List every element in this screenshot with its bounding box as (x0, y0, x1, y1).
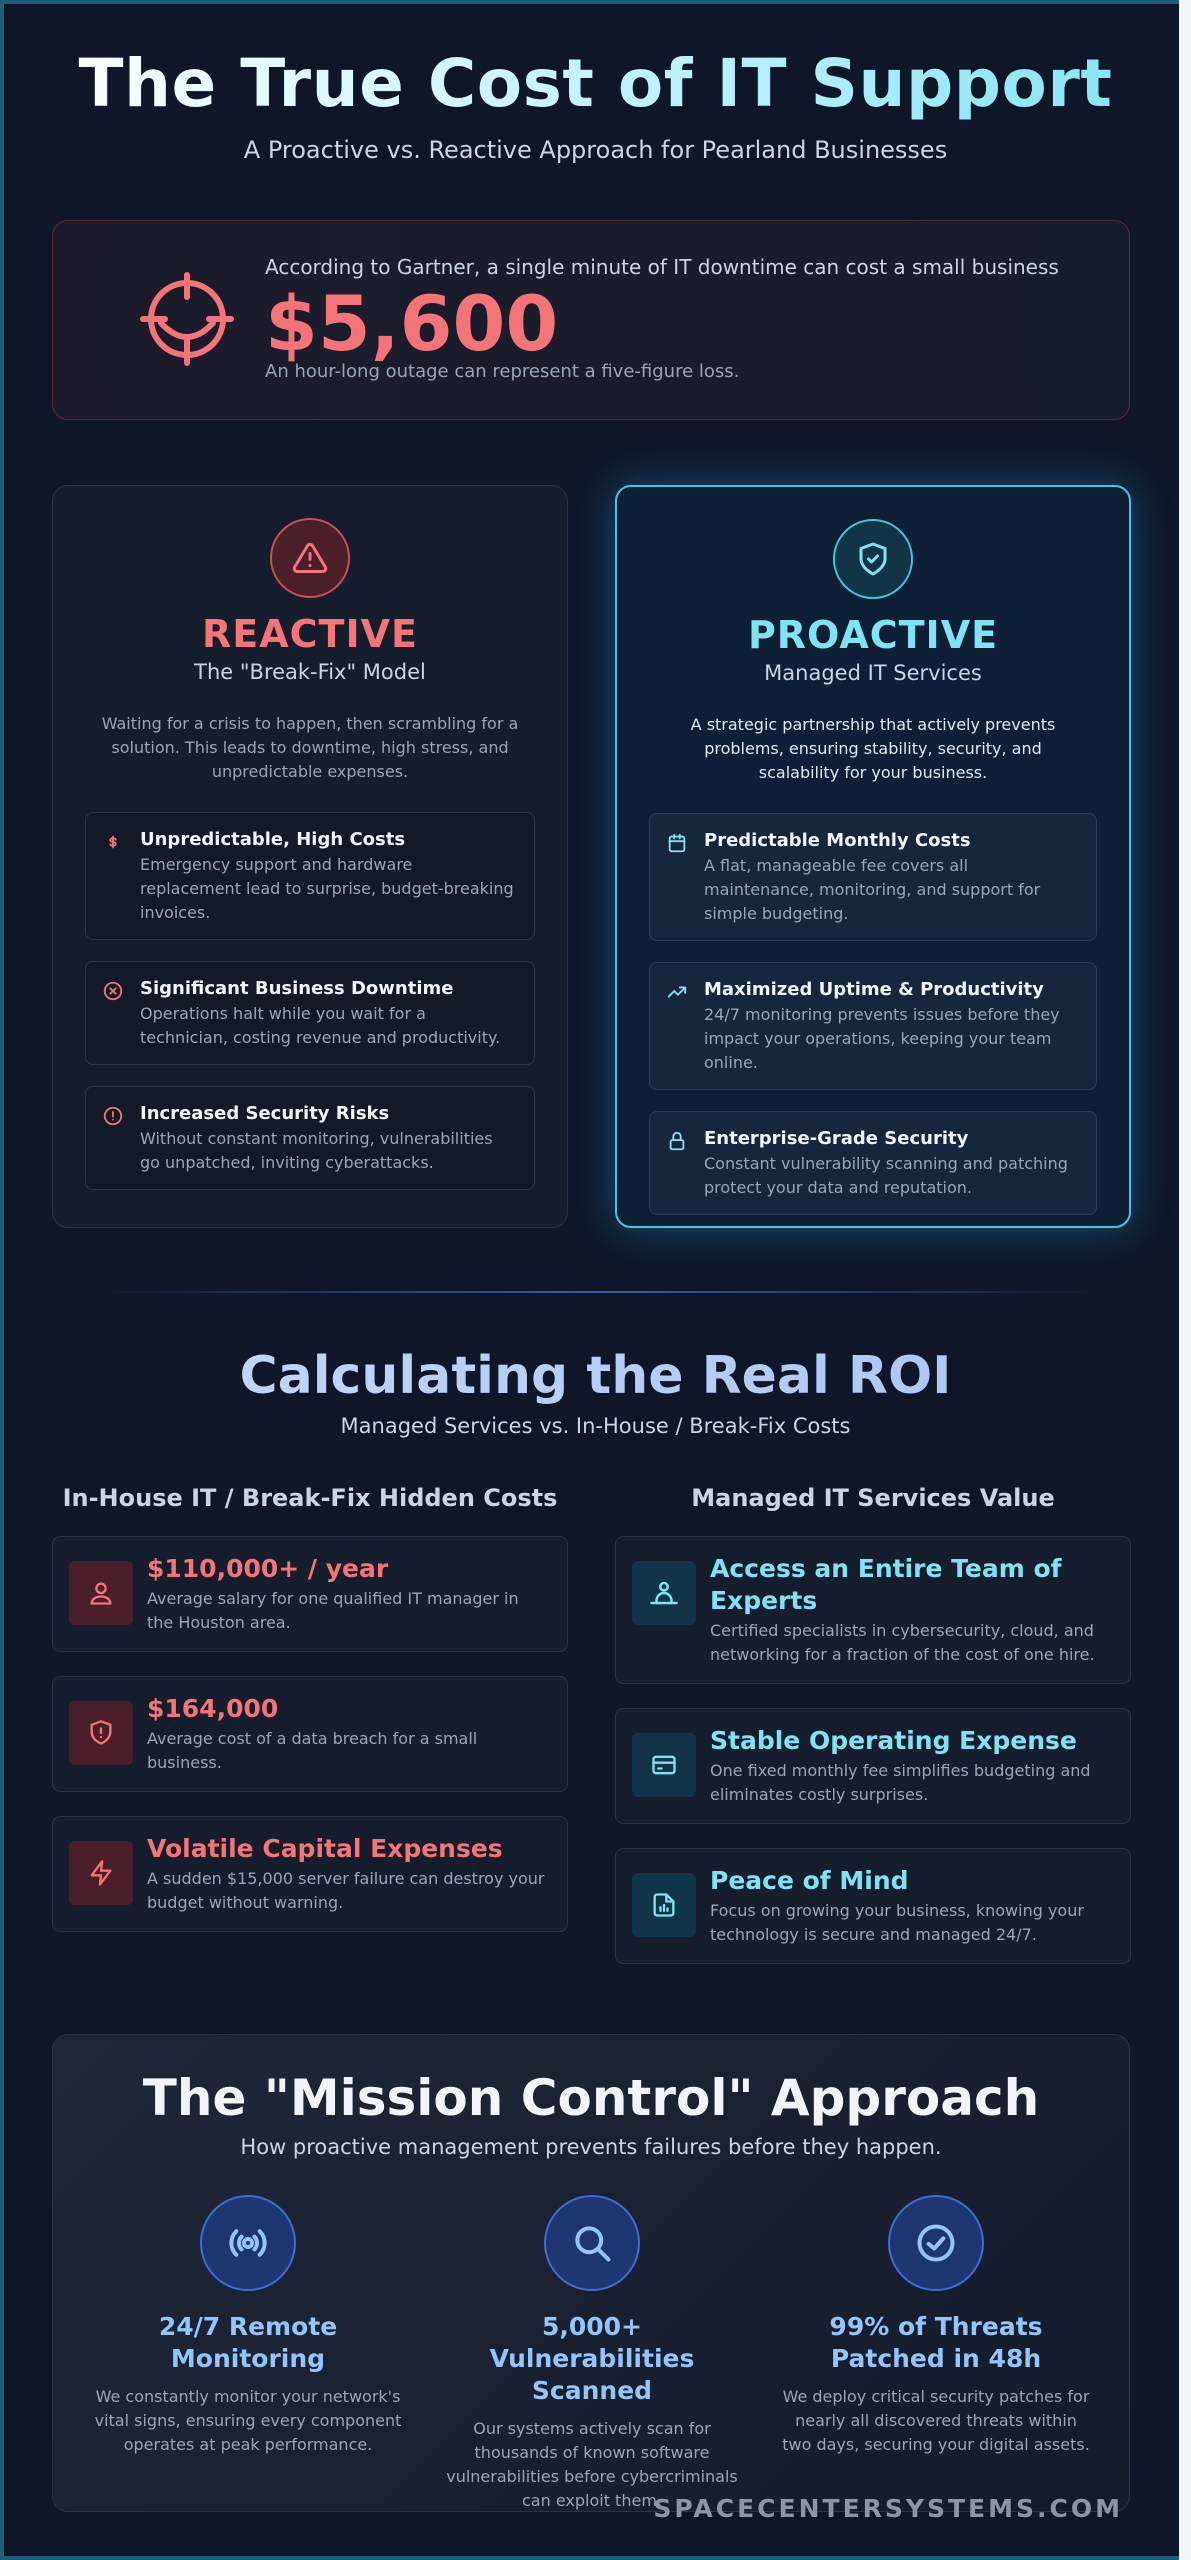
alert-shield-icon (69, 1701, 133, 1765)
pillar-desc: Our systems actively scan for thousands of known software vulnerabilities before cybercriminals can exploit them. (446, 2419, 738, 2510)
proactive-title: PROACTIVE (747, 613, 999, 657)
reactive-feature (85, 961, 535, 1065)
pillar-scanning (437, 2195, 747, 2513)
page-title: The True Cost of IT Support (4, 44, 1187, 124)
roi-subtitle: Managed Services vs. In-House / Break-Fix Costs (340, 1414, 851, 1438)
feature-title: Predictable Monthly Costs (704, 830, 971, 851)
cost-title: $164,000 (147, 1694, 279, 1723)
reactive-model: The "Break-Fix" Model (194, 660, 426, 684)
value-item (615, 1848, 1131, 1964)
proactive-feature (649, 962, 1097, 1090)
footer-brand[interactable]: SPACECENTERSYSTEMS.COM (653, 2494, 1123, 2523)
feature-desc: A flat, manageable fee covers all maintenance, monitoring, and support for simple budgeting. (704, 856, 1041, 923)
value-item (615, 1536, 1131, 1684)
cost-title: Volatile Capital Expenses (147, 1834, 503, 1863)
proactive-model: Managed IT Services (764, 661, 982, 685)
value-desc: Certified specialists in cybersecurity, cloud, and networking for a fraction of the cost of one hire. (710, 1621, 1095, 1664)
roi-header (4, 1344, 1187, 1438)
value-title: Peace of Mind (710, 1866, 909, 1895)
pillar-monitoring (93, 2195, 403, 2457)
stat-amount: $5,600 (265, 279, 559, 368)
value-desc: One fixed monthly fee simplifies budgeting and eliminates costly surprises. (710, 1761, 1091, 1804)
warning-icon (270, 518, 350, 598)
value-item (615, 1708, 1131, 1824)
feature-desc: Operations halt while you wait for a technician, costing revenue and productivity. (140, 1004, 501, 1047)
reactive-feature (85, 812, 535, 940)
team-icon (632, 1561, 696, 1625)
reactive-card (52, 485, 568, 1228)
feature-desc: 24/7 monitoring prevents issues before they impact your operations, keeping your team online. (704, 1005, 1060, 1072)
credit-card-icon (632, 1733, 696, 1797)
feature-title: Unpredictable, High Costs (140, 829, 406, 850)
cost-desc: Average salary for one qualified IT manager in the Houston area. (147, 1589, 519, 1632)
feature-desc: Emergency support and hardware replacement lead to surprise, budget-breaking invoices. (140, 855, 514, 922)
cost-item (52, 1816, 568, 1932)
lightning-icon (69, 1841, 133, 1905)
broadcast-icon (200, 2195, 296, 2291)
pillar-patching (781, 2195, 1091, 2457)
hidden-costs-heading: In-House IT / Break-Fix Hidden Costs (62, 1484, 558, 1512)
feature-title: Maximized Uptime & Productivity (704, 979, 1044, 1000)
proactive-card (615, 485, 1131, 1228)
cost-desc: Average cost of a data breach for a small business. (147, 1729, 478, 1772)
page-header (4, 4, 1187, 164)
pillar-title: 99% of Threats Patched in 48h (829, 2312, 1043, 2373)
section-divider (94, 1291, 1104, 1293)
value-title: Stable Operating Expense (710, 1726, 1077, 1755)
user-icon (69, 1561, 133, 1625)
stat-lead: According to Gartner, a single minute of IT downtime can cost a small business (265, 255, 1059, 279)
cost-item (52, 1676, 568, 1792)
dollar-icon (102, 831, 124, 853)
alert-circle-icon (102, 1105, 124, 1127)
managed-value-heading: Managed IT Services Value (691, 1484, 1055, 1512)
proactive-feature (649, 1111, 1097, 1215)
value-title: Access an Entire Team of Experts (710, 1554, 1062, 1615)
hidden-costs-column (52, 1484, 568, 1956)
mission-control-panel (52, 2034, 1130, 2512)
trend-up-icon (666, 981, 688, 1003)
check-circle-icon (888, 2195, 984, 2291)
downtime-stat-box (52, 220, 1130, 420)
reactive-description: Waiting for a crisis to happen, then scrambling for a solution. This leads to downtime, high stress, and unpredictable expenses. (101, 714, 519, 781)
pillar-desc: We deploy critical security patches for nearly all discovered threats within two days, securing your digital assets. (782, 2387, 1090, 2454)
page-subtitle: A Proactive vs. Reactive Approach for Pearland Businesses (243, 136, 948, 164)
pillar-title: 5,000+ Vulnerabilities Scanned (489, 2312, 695, 2405)
proactive-feature (649, 813, 1097, 941)
shield-check-icon (833, 519, 913, 599)
cost-desc: A sudden $15,000 server failure can destroy your budget without warning. (147, 1869, 545, 1912)
report-icon (632, 1873, 696, 1937)
mission-subtitle: How proactive management prevents failures before they happen. (240, 2135, 942, 2159)
reactive-feature (85, 1086, 535, 1190)
cost-title: $110,000+ / year (147, 1554, 389, 1583)
proactive-description: A strategic partnership that actively prevents problems, ensuring stability, security, and scalability for your business. (690, 715, 1056, 782)
x-circle-icon (102, 980, 124, 1002)
mission-title: The "Mission Control" Approach (142, 2069, 1040, 2127)
feature-title: Increased Security Risks (140, 1103, 390, 1124)
target-icon (139, 271, 235, 367)
scrollbar-track (1179, 0, 1191, 2560)
calendar-icon (666, 832, 688, 854)
lock-icon (666, 1130, 688, 1152)
feature-desc: Constant vulnerability scanning and patching protect your data and reputation. (704, 1154, 1068, 1197)
feature-title: Enterprise-Grade Security (704, 1128, 969, 1149)
value-desc: Focus on growing your business, knowing your technology is secure and managed 24/7. (710, 1901, 1084, 1944)
managed-value-column (615, 1484, 1131, 1988)
stat-note: An hour-long outage can represent a five-figure loss. (265, 361, 740, 382)
search-icon (544, 2195, 640, 2291)
reactive-title: REACTIVE (202, 612, 418, 656)
roi-title: Calculating the Real ROI (4, 1344, 1187, 1408)
cost-item (52, 1536, 568, 1652)
feature-desc: Without constant monitoring, vulnerabilities go unpatched, inviting cyberattacks. (140, 1129, 493, 1172)
pillar-desc: We constantly monitor your network's vital signs, ensuring every component operates at peak performance. (94, 2387, 402, 2454)
feature-title: Significant Business Downtime (140, 978, 454, 999)
pillar-title: 24/7 Remote Monitoring (158, 2312, 338, 2373)
